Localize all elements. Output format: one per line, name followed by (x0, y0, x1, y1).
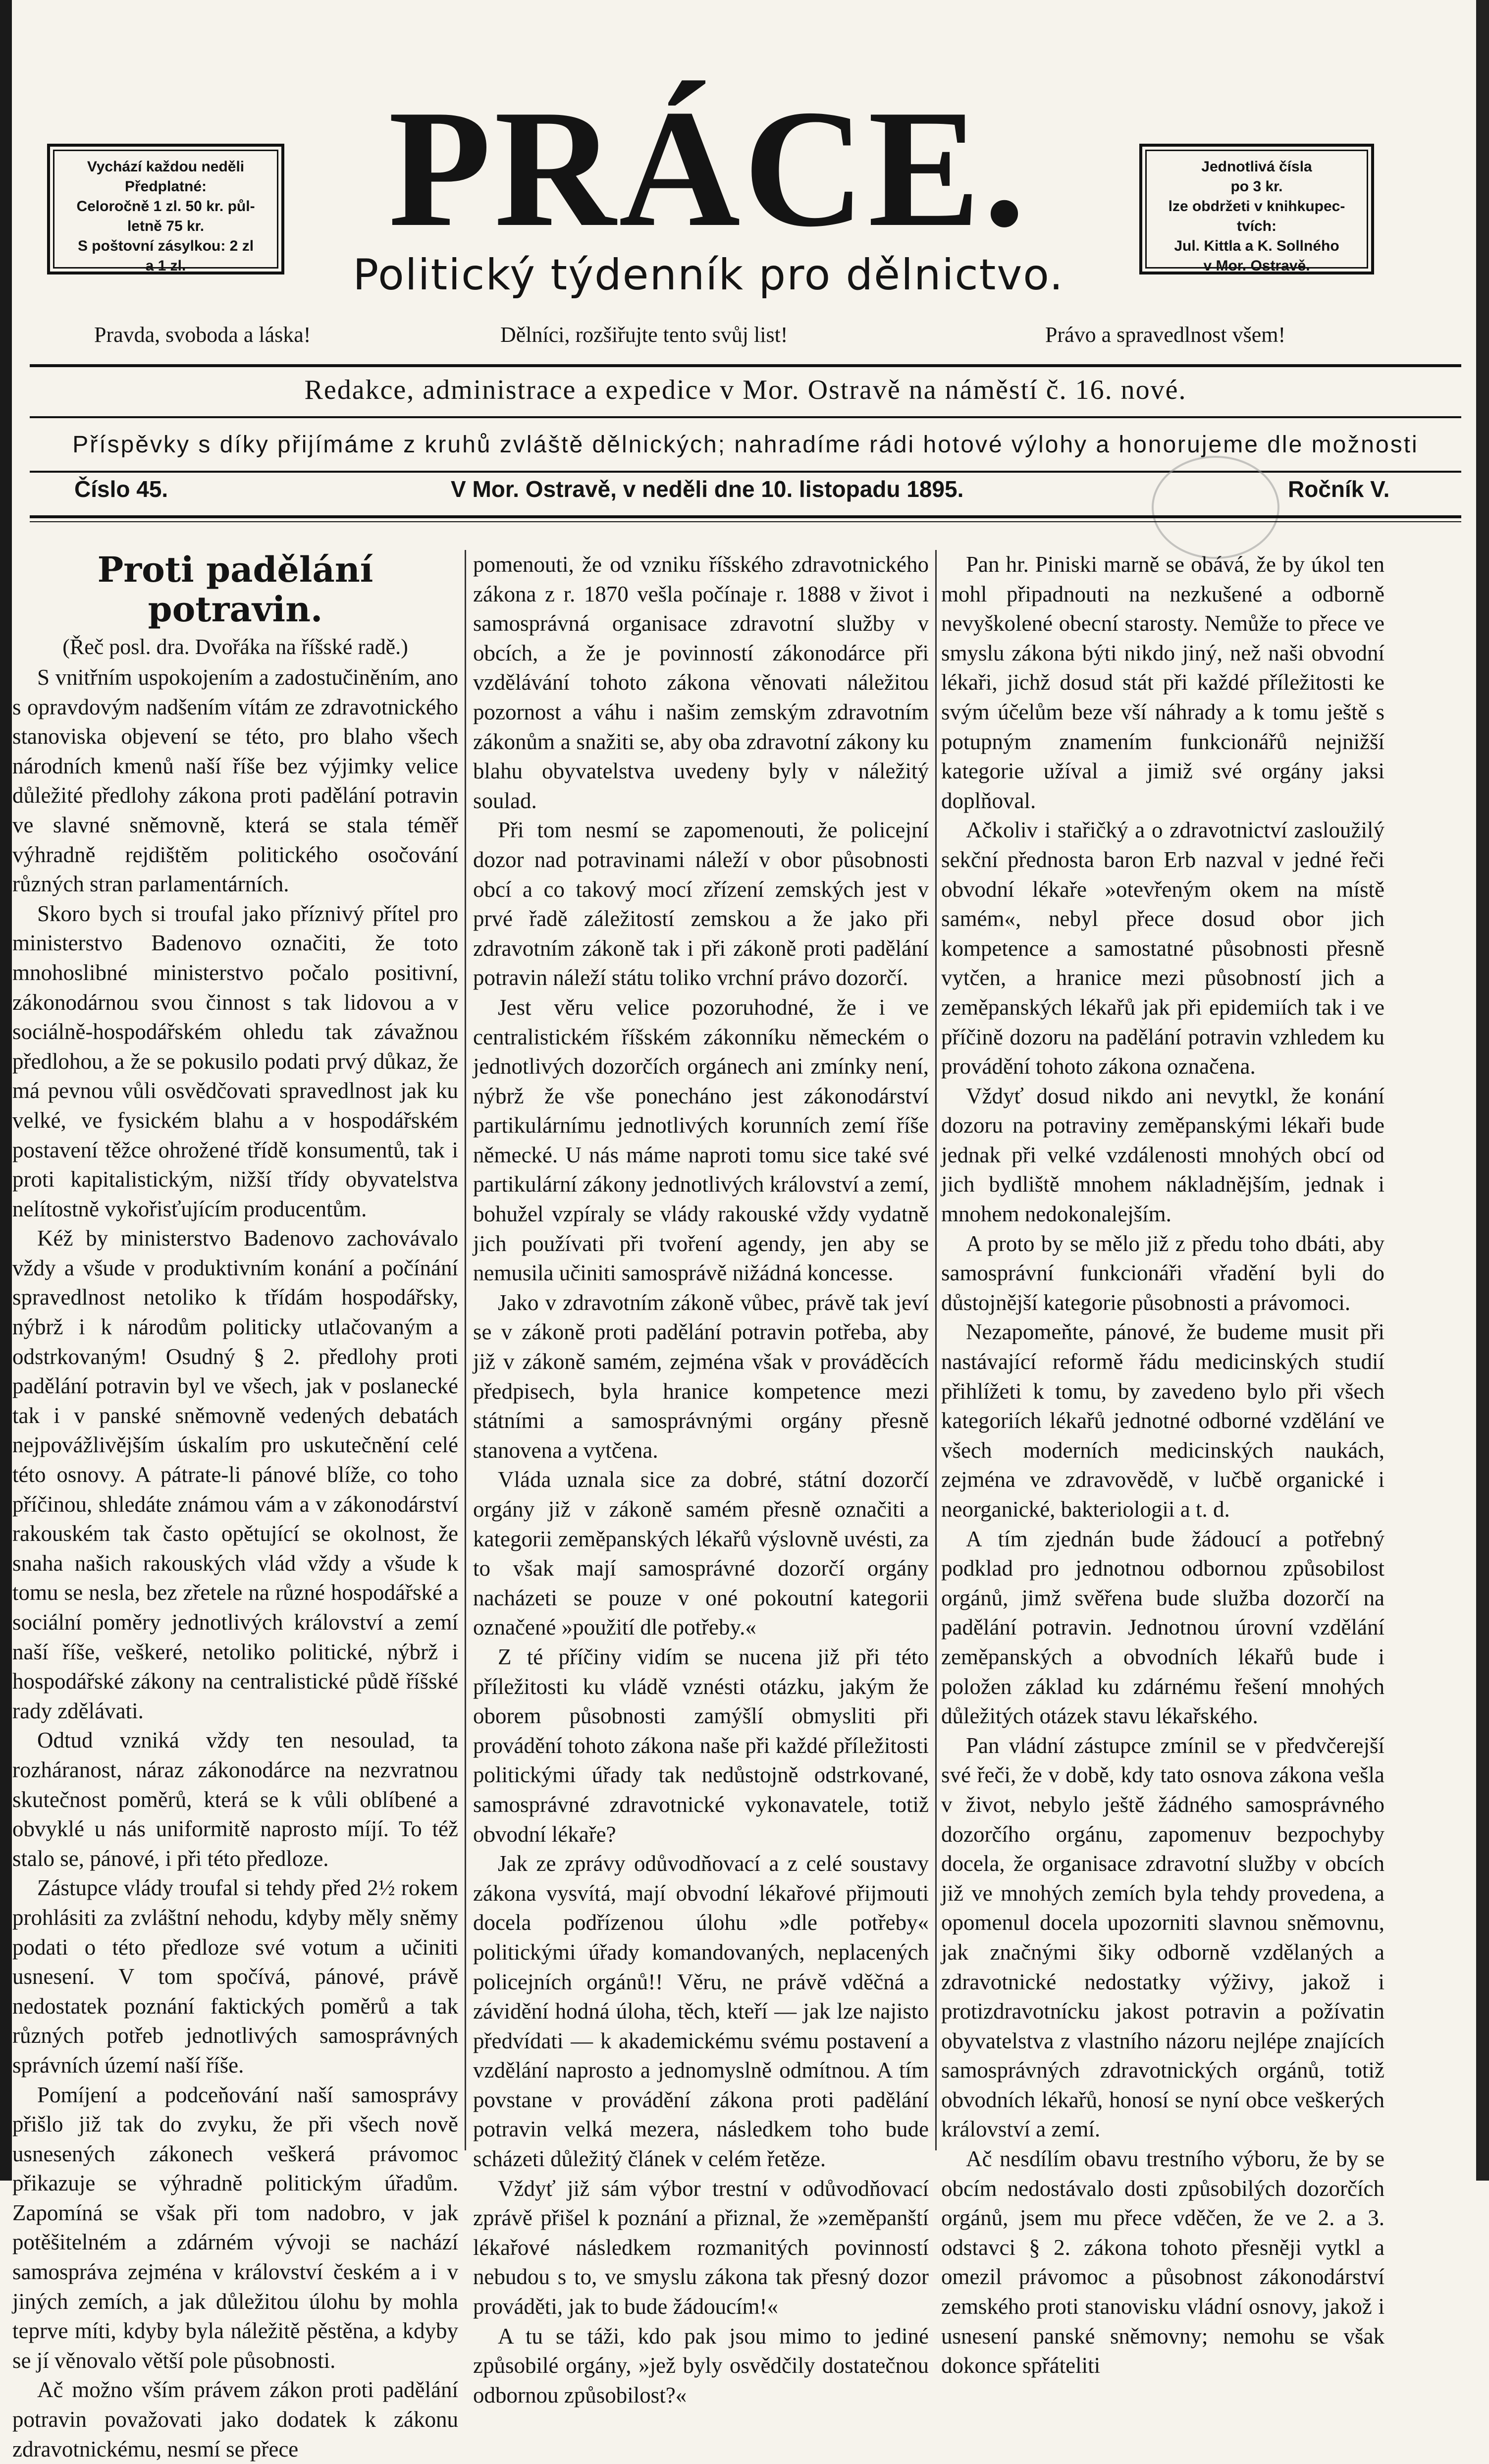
box-line: tvích: (1236, 218, 1276, 234)
paragraph: Vláda uznala sice za dobré, státní dozorčí orgány již v zákoně samém přesně označiti a kategorii zeměpanských lékařů výslovně uvésti, za to však mají samosprávné dozorčí orgány nacházeti se pouze v oné pokoutní kategorii označené »použití dle potřeby.« (473, 1467, 929, 1640)
divider-rule (30, 416, 1461, 418)
paragraph: Zástupce vlády troufal si tehdy před 2½ rokem prohlásiti za zvláštní nehodu, kdyby měly sněmy podati o této předloze své votum a učiniti usnesení. V tom spočívá, pánové, právě nedostatek poznání faktických poměrů a tak různých potřeb jednotlivých samosprávných správních území naší říše. (12, 1875, 458, 2078)
box-line: Celoročně 1 zl. 50 kr. půl- (76, 198, 255, 215)
contributions-line: Příspěvky s díky přijímáme z kruhů zvláště dělnických; nahradíme rádi hotové výlohy a honorujeme dle možnosti (72, 432, 1419, 458)
box-line: po 3 kr. (1230, 178, 1283, 195)
library-stamp (1152, 456, 1279, 559)
box-line: letně 75 kr. (127, 218, 205, 234)
box-line: Jul. Kittla a K. Sollného (1174, 238, 1339, 254)
box-line: Jednotlivá čísla (1201, 159, 1312, 175)
column-divider (935, 550, 937, 2150)
subscription-box (47, 144, 284, 274)
box-line: S poštovní zásylkou: 2 zl (77, 238, 254, 254)
paragraph: A tu se táži, kdo pak jsou mimo to jediné způsobilé orgány, »jež byly osvědčily dostatečnou odbornou způsobilost?« (473, 2323, 929, 2408)
paragraph: Kéž by ministerstvo Badenovo zachovávalo vždy a všude v produktivním konání a počínání spravedlnost netoliko k třídám hospodářsky, nýbrž i k národům politicky utlačovaným a odstrkovaným! Osudný § 2. předlohy proti padělání potravin byl ve všech, jak v poslanecké tak i v panské sněmovně vedených debatách nejpovážlivějším úskalím pro uskutečnění celé této osnovy. A pátrate-li pánové blíže, co toho příčinou, shledáte známou vám a v zákonodárství rakouském tak často opětující se okolnost, že snaha našich rakouských vlád vždy a všude k tomu se nesla, bez zřetele na různé hospodářské a sociální poměry jednotlivých království a zemí naší říše, veškeré, netoliko politické, nýbrž i hospodářské zákony na centralistické půdě říšské rady zdělávati. (12, 1226, 458, 1723)
page-edge-left (0, 0, 12, 2181)
divider-rule (30, 364, 1461, 367)
paragraph: Pomíjení a podceňování naší samosprávy přišlo již tak do zvyku, že při všech nově usnesených zákonech veškerá právomoc přikazuje se výhradně politickým úřadům. Zapomíná se však při tom nadobro, v jak potěšitelném a zdárném vývoji se nachází samospráva zejména v království českém a i v jiných zemích, a jak důležitou úlohu by mohla teprve míti, kdyby byla náležitě pěstěna, a kdyby se jí věnovalo větší pole působnosti. (12, 2082, 458, 2373)
divider-rule (30, 521, 1461, 522)
paragraph: Pan hr. Piniski marně se obává, že by úkol ten mohl připadnouti na nezkušené a odborně nevyškolené obecní starosty. Nemůže to přece ve smyslu zákona býti nikdo jiný, než naši obvodní lékaři, jichž dosud stát při každé příležitosti ke svým účelům beze vší náhrady a k tomu ještě s potupným znamením funkcionářů nejnižší kategorie užíval a jimiž své orgány jaksi doplňoval. (941, 552, 1384, 813)
paragraph: Pan vládní zástupce zmínil se v předvčerejší své řeči, že v době, kdy tato osnova zákona vešla v život, nebylo ještě žádného samosprávného dozorčího orgánu, zapomenuv bezpochyby docela, že organisace zdravotní služby v obcích již ve mnohých zemích byla tehdy provedena, a opomenul docela upozorniti slavnou sněmovnu, jak značnými šiky odborně vzdělaných a zdravotnické nedostatky výživy, jakož i protizdravotnícku jakost potravin a požívatin obyvatelstva z vlastního názoru nejlépe znajících samosprávných zdravotnických orgánů, totiž obvodních lékařů, honosí se nyní obce veškerých království a zemí. (941, 1733, 1384, 2142)
paragraph: Nezapomeňte, pánové, že budeme musit při nastávající reformě řádu medicinských studií přihlížeti k tomu, by zavedeno bylo při všech kategoriích lékařů jednotné odborné vzdělání ve všech moderních medicinských naukách, zejména ve zdravovědě, v lučbě organické i neorganické, bakteriologii a t. d. (941, 1319, 1384, 1522)
paragraph: Jako v zdravotním zákoně vůbec, právě tak jeví se v zákoně proti padělání potravin potřeba, aby již v zákoně samém, zejména však v prováděcích předpisech, byla hranice kompetence mezi státními a samosprávnými orgány přesně stanovena a vytčena. (473, 1290, 929, 1463)
masthead-subtitle: Politický týdenník pro dělnictvo. (353, 250, 1064, 300)
article-column-1 (12, 549, 458, 2462)
paragraph: Jak ze zprávy odůvodňovací a z celé soustavy zákona vysvítá, mají obvodní lékařové přijmouti docela podřízenou úlohu »dle potřeby« politickými úřady komandovaných, neplacených policejních orgánů!! Věru, ne právě vděčná a závidění hodná úloha, těch, kteří — jak lze najisto předvídati — k akademickému svému postavení a vzdělání naprosto a jednomyslně odmítnou. A tím povstane v provádění zákona proti padělání potravin velká mezera, následkem toho bude scházeti důležitý článek v celém řetěze. (473, 1851, 929, 2172)
column-divider (465, 550, 466, 2150)
paragraph: Ač možno vším právem zákon proti padělání potravin považovati jako dodatek k zákonu zdravotnickému, nesmí se přece (12, 2377, 458, 2462)
masthead-title: PRÁCE. (388, 75, 1029, 262)
paragraph: Odtud vzniká vždy ten nesoulad, ta rozháranost, náraz zákonodárce na nezvratnou skutečnost poměrů, která se k vůli oblíbené a obvyklé u nás uniformitě naprosto míjí. To též stalo se, pánové, i při této předloze. (12, 1728, 458, 1871)
article-source: (Řeč posl. dra. Dvořáka na říšské radě.) (62, 635, 408, 659)
paragraph: Vždyť již sám výbor trestní v odůvodňovací zprávě přišel k poznání a přiznal, že »zeměpanští lékařové následkem rozmanitých povinností nebudou s to, ve smyslu zákona tak přesný dozor prováděti, jak to bude žádoucím!« (473, 2176, 929, 2319)
box-line: Vychází každou neděli (87, 159, 245, 175)
box-line: v Mor. Ostravě. (1203, 258, 1310, 274)
single-copy-box (1139, 144, 1374, 274)
address-line: Redakce, administrace a expedice v Mor. Ostravě na náměstí č. 16. nové. (304, 375, 1187, 405)
page-edge-right (1476, 0, 1489, 2181)
motto-center: Dělníci, rozšiřujte tento svůj list! (500, 323, 788, 347)
article-column-3 (941, 550, 1384, 2378)
motto-left: Pravda, svoboda a láska! (94, 323, 311, 347)
paragraph: Jest věru velice pozoruhodné, že i ve centralistickém říšském zákonníku německém o jednotlivých dozorčích orgánech ani zmínky není, nýbrž že vše ponecháno jest zákonodárství partikulárnímu jednotlivých korunních zemí říše německé. U nás máme naproti tomu sice také své partikulární zákony jednotlivých království a zemí, bohužel vzpíraly se vlády rakouské vždy vydatně jich používati při tvoření agendy, jen aby se nemusila učiniti samosprávě nižádná koncesse. (473, 994, 929, 1286)
issue-date: V Mor. Ostravě, v neděli dne 10. listopadu 1895. (451, 476, 964, 502)
paragraph: Vždyť dosud nikdo ani nevytkl, že konání dozoru na potraviny zeměpanskými lékaři bude jednak při velké vzdálenosti mnohých obcí od jich bydliště mnohem nákladnějším, jednak i mnohem nedokonalejším. (941, 1083, 1384, 1227)
box-line: a 1 zl. (145, 258, 186, 274)
paragraph: Při tom nesmí se zapomenouti, že policejní dozor nad potravinami náleží v obor působnosti obcí a co takový mocí zřízení zemských jest v prvé řadě záležitostí zemskou a že jako při zdravotním zákoně tak i při zákoně proti padělání potravin náleží státu toliko vrchní právo dozorčí. (473, 818, 929, 990)
paragraph: S vnitřním uspokojením a zadostučiněním, ano s opravdovým nadšením vítám ze zdravotnického stanoviska objevení se této, pro blaho všech národních kmenů naší říše bez výjimky velice důležité předlohy zákona proti padělání potravin ve slavné sněmovně, která se stala téměř výhradně rejdištěm politického osočování různých stran parlamentárních. (12, 665, 458, 897)
divider-rule (30, 515, 1461, 518)
paragraph: Ač nesdílím obavu trestního výboru, že by se obcím nedostávalo dosti způsobilých dozorčích orgánů, jsem mu přece vděčen, že ve 2. a 3. odstavci § 2. zákona tohoto přesněji vytkl a omezil právomoc a působnost zákonodárství zemského proti stanovisku vládní osnovy, jakož i usnesení panské sněmovny; nemohu se však dokonce spřáteliti (941, 2146, 1384, 2378)
motto-right: Právo a spravedlnost všem! (1045, 323, 1286, 347)
paragraph: pomenouti, že od vzniku říšského zdravotnického zákona z r. 1870 vešla počínaje r. 1888 v život i samosprávná organisace zdravotní služby v obcích, a že je povinností zákonodárce při vzdělávání tohoto zákona věnovati náležitou pozornost a váhu i našim zemským zdravotním zákonům a snažiti se, aby oba zdravotní zákony ku blahu obyvatelstva uvedeny byly v náležitý soulad. (473, 552, 929, 813)
paragraph: A tím zjednán bude žádoucí a potřebný podklad pro jednotnou odbornou způsobilost orgánů, jimž svěřena bude služba dozorčí na padělání potravin. Jednotnou úrovní vzdělání zeměpanských a obvodních lékařů bude i položen základ ku zdárnému řešení mnohých důležitých otázek stavu lékařského. (941, 1526, 1384, 1729)
issue-number: Číslo 45. (74, 476, 168, 502)
paragraph: A proto by se mělo již z předu toho dbáti, aby samosprávní funkcionáři vřadění byli do důstojnější kategorie působnosti a právomoci. (941, 1231, 1384, 1315)
paragraph: Skoro bych si troufal jako příznivý přítel pro ministerstvo Badenovo označiti, že toto mnohoslibné ministerstvo počalo positivní, zákonodárnou svou činnost s tak lidovou a v sociálně-hospodářském ohledu tak závažnou předlohou, a že se pokusilo podati prvý důkaz, že má pevnou vůli osvědčovati spravedlnost jak ku velké, ve fysickém blahu a v hospodářském postavení těžce ohrožené třídě konsumentů, tak i proti kapitalistickým, nižší třídy obyvatelstva nelítostně vykořisťujícím producentům. (12, 901, 458, 1221)
paragraph: Z té příčiny vidím se nucena již při této příležitosti ku vládě vznésti otázku, jakým že oborem působnosti zamýšlí obmysliti při provádění tohoto zákona naše při každé příležitosti politickými úřady tak nedůstojně odstrkované, samosprávné zdravotnické vykonavatele, totiž obvodní lékaře? (473, 1644, 929, 1847)
box-line: lze obdržeti v knihkupec- (1168, 198, 1345, 215)
article-title: Proti padělání potravin. (97, 549, 373, 630)
article-column-2 (473, 550, 929, 2408)
volume-number: Ročník V. (1288, 476, 1390, 502)
box-line: Předplatné: (124, 178, 207, 195)
paragraph: Ačkoliv i stařičký a o zdravotnictví zasloužilý sekční přednosta baron Erb nazval v jedné řeči obvodní lékaře »otevřeným okem na místě samém«, nebyl přece dosud obor jich kompetence a samostatné působnosti přesně vytčen, a hranice mezi působností jich a zeměpanských lékařů jak při epidemiích tak i ve příčině dozoru na padělání potravin vzhledem ku provádění tohoto zákona označena. (941, 818, 1384, 1079)
